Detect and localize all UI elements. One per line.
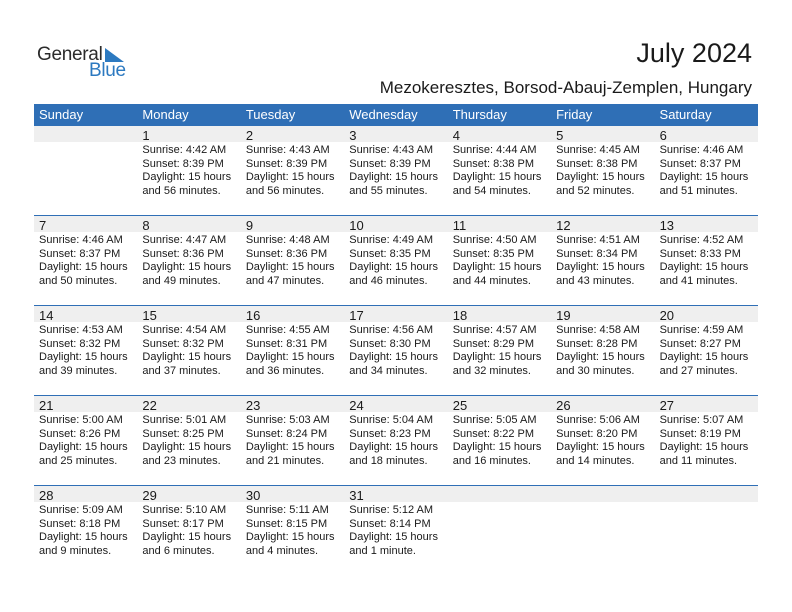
daylight-minutes-text: and 23 minutes. — [142, 455, 221, 468]
day-cell — [241, 215, 344, 288]
sunset-text: Sunset: 8:34 PM — [556, 247, 638, 260]
daylight-text: Daylight: 15 hours — [349, 441, 438, 454]
daylight-text: Daylight: 15 hours — [39, 441, 128, 454]
day-number: 10 — [349, 218, 364, 233]
day-number: 2 — [245, 128, 254, 143]
day-number: 6 — [659, 128, 667, 143]
daylight-text: Daylight: 15 hours — [39, 531, 128, 544]
daylight-minutes-text: and 21 minutes. — [245, 455, 325, 468]
daylight-minutes-text: and 11 minutes. — [659, 455, 738, 468]
day-cell — [34, 215, 137, 288]
daylight-text: Daylight: 15 hours — [349, 531, 438, 544]
daylight-minutes-text: and 27 minutes. — [659, 365, 738, 378]
sunrise-text: Sunrise: 5:09 AM — [39, 504, 123, 516]
week-row — [34, 305, 758, 378]
sunset-text: Sunset: 8:29 PM — [452, 337, 535, 350]
daylight-text: Daylight: 15 hours — [452, 261, 542, 274]
day-cell — [34, 485, 137, 558]
daylight-text: Daylight: 15 hours — [142, 261, 232, 274]
logo-word-blue: Blue — [89, 60, 126, 81]
sunset-text: Sunset: 8:39 PM — [142, 157, 224, 170]
sunset-text: Sunset: 8:22 PM — [452, 427, 535, 440]
day-info — [349, 414, 438, 469]
day-info — [246, 234, 335, 289]
sunrise-text: Sunrise: 4:54 AM — [142, 324, 227, 336]
day-number: 31 — [349, 488, 364, 503]
daylight-text: Daylight: 15 hours — [452, 351, 542, 364]
sunrise-text: Sunrise: 4:47 AM — [142, 234, 227, 246]
daylight-minutes-text: and 49 minutes. — [142, 275, 221, 288]
day-number: 15 — [142, 308, 157, 323]
sunrise-text: Sunrise: 5:06 AM — [556, 414, 640, 426]
sunset-text: Sunset: 8:38 PM — [452, 157, 535, 170]
day-info — [660, 414, 749, 469]
sunrise-text: Sunrise: 5:03 AM — [245, 414, 330, 426]
day-number: 18 — [452, 308, 468, 323]
sunrise-text: Sunrise: 4:46 AM — [659, 144, 744, 156]
day-number: 13 — [659, 218, 675, 233]
weekday-header-sunday: Sunday — [39, 107, 84, 122]
sunrise-text: Sunrise: 4:49 AM — [349, 234, 434, 246]
day-cell — [448, 305, 551, 378]
sunrise-text: Sunrise: 5:10 AM — [142, 504, 227, 516]
daylight-text: Daylight: 15 hours — [245, 261, 335, 274]
location-subtitle: Mezokeresztes, Borsod-Abauj-Zemplen, Hungary — [379, 78, 752, 97]
day-cell — [241, 305, 344, 378]
daylight-text: Daylight: 15 hours — [39, 261, 128, 274]
sunrise-text: Sunrise: 5:04 AM — [349, 414, 434, 426]
daylight-text: Daylight: 15 hours — [659, 351, 749, 364]
sunrise-text: Sunrise: 4:53 AM — [39, 324, 123, 336]
day-cell — [241, 485, 344, 558]
day-info — [246, 324, 335, 379]
day-info — [39, 234, 128, 289]
day-number: 26 — [556, 398, 571, 413]
day-number: 16 — [245, 308, 261, 323]
daylight-minutes-text: and 44 minutes. — [452, 275, 531, 288]
day-info — [142, 504, 231, 559]
daylight-minutes-text: and 54 minutes. — [452, 185, 531, 198]
day-cell — [655, 215, 758, 288]
sunrise-text: Sunrise: 4:56 AM — [349, 324, 434, 336]
day-cell — [655, 125, 758, 198]
day-number: 29 — [142, 488, 157, 503]
day-info — [142, 414, 231, 469]
page-title: July 2024 — [636, 38, 752, 68]
day-info — [660, 324, 749, 379]
daylight-text: Daylight: 15 hours — [349, 351, 438, 364]
daylight-minutes-text: and 43 minutes. — [556, 275, 635, 288]
day-cell — [137, 125, 240, 198]
sunrise-text: Sunrise: 5:12 AM — [349, 504, 434, 516]
sunset-text: Sunset: 8:17 PM — [142, 517, 224, 530]
day-info — [39, 414, 128, 469]
day-info — [660, 144, 749, 199]
daylight-text: Daylight: 15 hours — [39, 351, 128, 364]
day-cell — [241, 395, 344, 468]
daylight-minutes-text: and 36 minutes. — [245, 365, 325, 378]
day-cell — [344, 215, 447, 288]
sunset-text: Sunset: 8:36 PM — [245, 247, 328, 260]
day-number: 25 — [452, 398, 468, 413]
day-cell — [344, 485, 447, 558]
day-info — [349, 144, 438, 199]
daylight-text: Daylight: 15 hours — [142, 441, 232, 454]
day-number: 23 — [245, 398, 261, 413]
daylight-minutes-text: and 52 minutes. — [556, 185, 635, 198]
day-number: 22 — [142, 398, 157, 413]
week-row — [34, 485, 758, 558]
day-cell — [137, 485, 240, 558]
sunrise-text: Sunrise: 5:01 AM — [142, 414, 227, 426]
day-number: 3 — [349, 128, 357, 143]
sunset-text: Sunset: 8:37 PM — [39, 247, 121, 260]
sunset-text: Sunset: 8:30 PM — [349, 337, 431, 350]
weekday-header-row — [34, 104, 758, 125]
weekday-header-tuesday: Tuesday — [245, 107, 296, 122]
sunset-text: Sunset: 8:37 PM — [659, 157, 741, 170]
weekday-header-friday: Friday — [556, 107, 593, 122]
daylight-text: Daylight: 15 hours — [245, 171, 335, 184]
day-number: 27 — [659, 398, 675, 413]
daylight-text: Daylight: 15 hours — [659, 261, 749, 274]
sunset-text: Sunset: 8:39 PM — [245, 157, 328, 170]
day-info — [39, 504, 128, 559]
daylight-text: Daylight: 15 hours — [556, 441, 645, 454]
daylight-minutes-text: and 55 minutes. — [349, 185, 428, 198]
day-number: 21 — [39, 398, 54, 413]
sunset-text: Sunset: 8:31 PM — [245, 337, 328, 350]
day-cell — [655, 305, 758, 378]
sunrise-text: Sunrise: 4:42 AM — [142, 144, 227, 156]
daylight-minutes-text: and 25 minutes. — [39, 455, 118, 468]
weekday-header-saturday: Saturday — [659, 107, 712, 122]
sunrise-text: Sunrise: 4:46 AM — [39, 234, 123, 246]
day-info — [246, 504, 335, 559]
day-info — [556, 414, 645, 469]
day-number: 8 — [142, 218, 150, 233]
daylight-minutes-text: and 18 minutes. — [349, 455, 428, 468]
sunset-text: Sunset: 8:14 PM — [349, 517, 431, 530]
sunrise-text: Sunrise: 4:51 AM — [556, 234, 640, 246]
day-info — [349, 234, 438, 289]
day-number: 28 — [39, 488, 54, 503]
sunset-text: Sunset: 8:19 PM — [659, 427, 741, 440]
day-number: 4 — [452, 128, 460, 143]
day-cell — [34, 395, 137, 468]
sunset-text: Sunset: 8:35 PM — [349, 247, 431, 260]
sunrise-text: Sunrise: 4:43 AM — [245, 144, 330, 156]
weekday-header-wednesday: Wednesday — [349, 107, 418, 122]
sunset-text: Sunset: 8:23 PM — [349, 427, 431, 440]
day-cell — [344, 125, 447, 198]
day-info — [453, 144, 542, 199]
day-info — [556, 144, 645, 199]
day-cell — [137, 215, 240, 288]
sunrise-text: Sunrise: 4:59 AM — [659, 324, 744, 336]
day-info — [349, 324, 438, 379]
day-info — [453, 234, 542, 289]
sunset-text: Sunset: 8:38 PM — [556, 157, 638, 170]
daylight-minutes-text: and 39 minutes. — [39, 365, 118, 378]
sunrise-text: Sunrise: 5:05 AM — [452, 414, 537, 426]
daylight-text: Daylight: 15 hours — [142, 531, 232, 544]
day-cell — [241, 125, 344, 198]
logo-word-general: General — [37, 44, 103, 65]
sunset-text: Sunset: 8:32 PM — [39, 337, 121, 350]
daylight-minutes-text: and 34 minutes. — [349, 365, 428, 378]
daylight-text: Daylight: 15 hours — [556, 351, 645, 364]
day-info — [246, 144, 335, 199]
daylight-minutes-text: and 14 minutes. — [556, 455, 635, 468]
weekday-header-thursday: Thursday — [452, 107, 507, 122]
logo — [37, 44, 137, 80]
day-cell — [137, 395, 240, 468]
sunset-text: Sunset: 8:15 PM — [245, 517, 328, 530]
weekday-header-monday: Monday — [142, 107, 189, 122]
sunrise-text: Sunrise: 5:11 AM — [245, 504, 329, 516]
sunrise-text: Sunrise: 5:00 AM — [39, 414, 123, 426]
daylight-minutes-text: and 41 minutes. — [659, 275, 738, 288]
week-row — [34, 215, 758, 288]
day-number: 7 — [39, 218, 47, 233]
sunrise-text: Sunrise: 4:58 AM — [556, 324, 640, 336]
day-info — [349, 504, 438, 559]
day-cell — [344, 305, 447, 378]
sunrise-text: Sunrise: 5:07 AM — [659, 414, 744, 426]
day-cell — [551, 395, 654, 468]
day-info — [556, 324, 645, 379]
daylight-text: Daylight: 15 hours — [142, 171, 232, 184]
day-cell — [551, 125, 654, 198]
sunset-text: Sunset: 8:35 PM — [452, 247, 535, 260]
sunset-text: Sunset: 8:20 PM — [556, 427, 638, 440]
day-cell — [137, 305, 240, 378]
sunrise-text: Sunrise: 4:57 AM — [452, 324, 537, 336]
daylight-minutes-text: and 56 minutes. — [245, 185, 325, 198]
day-number: 5 — [556, 128, 564, 143]
daylight-minutes-text: and 4 minutes. — [245, 545, 319, 558]
daylight-text: Daylight: 15 hours — [245, 351, 335, 364]
daylight-text: Daylight: 15 hours — [452, 171, 542, 184]
daylight-text: Daylight: 15 hours — [556, 171, 645, 184]
daylight-minutes-text: and 9 minutes. — [39, 545, 112, 558]
day-info — [660, 234, 749, 289]
sunset-text: Sunset: 8:36 PM — [142, 247, 224, 260]
sunrise-text: Sunrise: 4:50 AM — [452, 234, 537, 246]
day-cell — [344, 395, 447, 468]
sunset-text: Sunset: 8:28 PM — [556, 337, 638, 350]
sunset-text: Sunset: 8:26 PM — [39, 427, 121, 440]
sunset-text: Sunset: 8:18 PM — [39, 517, 121, 530]
daylight-minutes-text: and 6 minutes. — [142, 545, 215, 558]
daylight-text: Daylight: 15 hours — [452, 441, 542, 454]
day-cell — [448, 215, 551, 288]
daylight-text: Daylight: 15 hours — [142, 351, 232, 364]
daylight-minutes-text: and 30 minutes. — [556, 365, 635, 378]
day-number: 24 — [349, 398, 364, 413]
sunset-text: Sunset: 8:25 PM — [142, 427, 224, 440]
sunrise-text: Sunrise: 4:55 AM — [245, 324, 330, 336]
day-cell — [448, 125, 551, 198]
day-number: 20 — [659, 308, 675, 323]
day-info — [142, 144, 231, 199]
daylight-minutes-text: and 1 minute. — [349, 545, 416, 558]
sunrise-text: Sunrise: 4:45 AM — [556, 144, 640, 156]
day-number: 11 — [452, 218, 467, 233]
daylight-text: Daylight: 15 hours — [349, 171, 438, 184]
day-cell — [655, 395, 758, 468]
daylight-text: Daylight: 15 hours — [556, 261, 645, 274]
day-number: 17 — [349, 308, 364, 323]
daylight-minutes-text: and 56 minutes. — [142, 185, 221, 198]
daylight-minutes-text: and 32 minutes. — [452, 365, 531, 378]
calendar-grid — [34, 104, 758, 558]
daylight-text: Daylight: 15 hours — [245, 531, 335, 544]
daylight-minutes-text: and 37 minutes. — [142, 365, 221, 378]
daylight-text: Daylight: 15 hours — [245, 441, 335, 454]
daylight-minutes-text: and 50 minutes. — [39, 275, 118, 288]
daylight-text: Daylight: 15 hours — [349, 261, 438, 274]
day-number: 1 — [142, 128, 150, 143]
day-info — [453, 414, 542, 469]
day-number: 9 — [245, 218, 254, 233]
day-number: 12 — [556, 218, 571, 233]
sunset-text: Sunset: 8:33 PM — [659, 247, 741, 260]
day-number: 19 — [556, 308, 571, 323]
day-number: 14 — [39, 308, 54, 323]
sunrise-text: Sunrise: 4:48 AM — [245, 234, 330, 246]
sunset-text: Sunset: 8:27 PM — [659, 337, 741, 350]
sunset-text: Sunset: 8:24 PM — [245, 427, 328, 440]
day-info — [142, 234, 231, 289]
daylight-minutes-text: and 16 minutes. — [452, 455, 531, 468]
day-cell — [551, 305, 654, 378]
sunrise-text: Sunrise: 4:43 AM — [349, 144, 434, 156]
daylight-minutes-text: and 46 minutes. — [349, 275, 428, 288]
daylight-text: Daylight: 15 hours — [659, 171, 749, 184]
day-number: 30 — [245, 488, 261, 503]
sunrise-text: Sunrise: 4:44 AM — [452, 144, 537, 156]
sunset-text: Sunset: 8:32 PM — [142, 337, 224, 350]
day-cell — [551, 215, 654, 288]
sunset-text: Sunset: 8:39 PM — [349, 157, 431, 170]
daylight-text: Daylight: 15 hours — [659, 441, 749, 454]
week-row — [34, 395, 758, 468]
week-row — [34, 125, 758, 198]
day-info — [556, 234, 645, 289]
day-info — [246, 414, 335, 469]
sunrise-text: Sunrise: 4:52 AM — [659, 234, 744, 246]
day-info — [39, 324, 128, 379]
daylight-minutes-text: and 47 minutes. — [245, 275, 325, 288]
day-cell — [34, 305, 137, 378]
day-cell — [448, 395, 551, 468]
day-info — [453, 324, 542, 379]
daylight-minutes-text: and 51 minutes. — [659, 185, 738, 198]
day-info — [142, 324, 231, 379]
